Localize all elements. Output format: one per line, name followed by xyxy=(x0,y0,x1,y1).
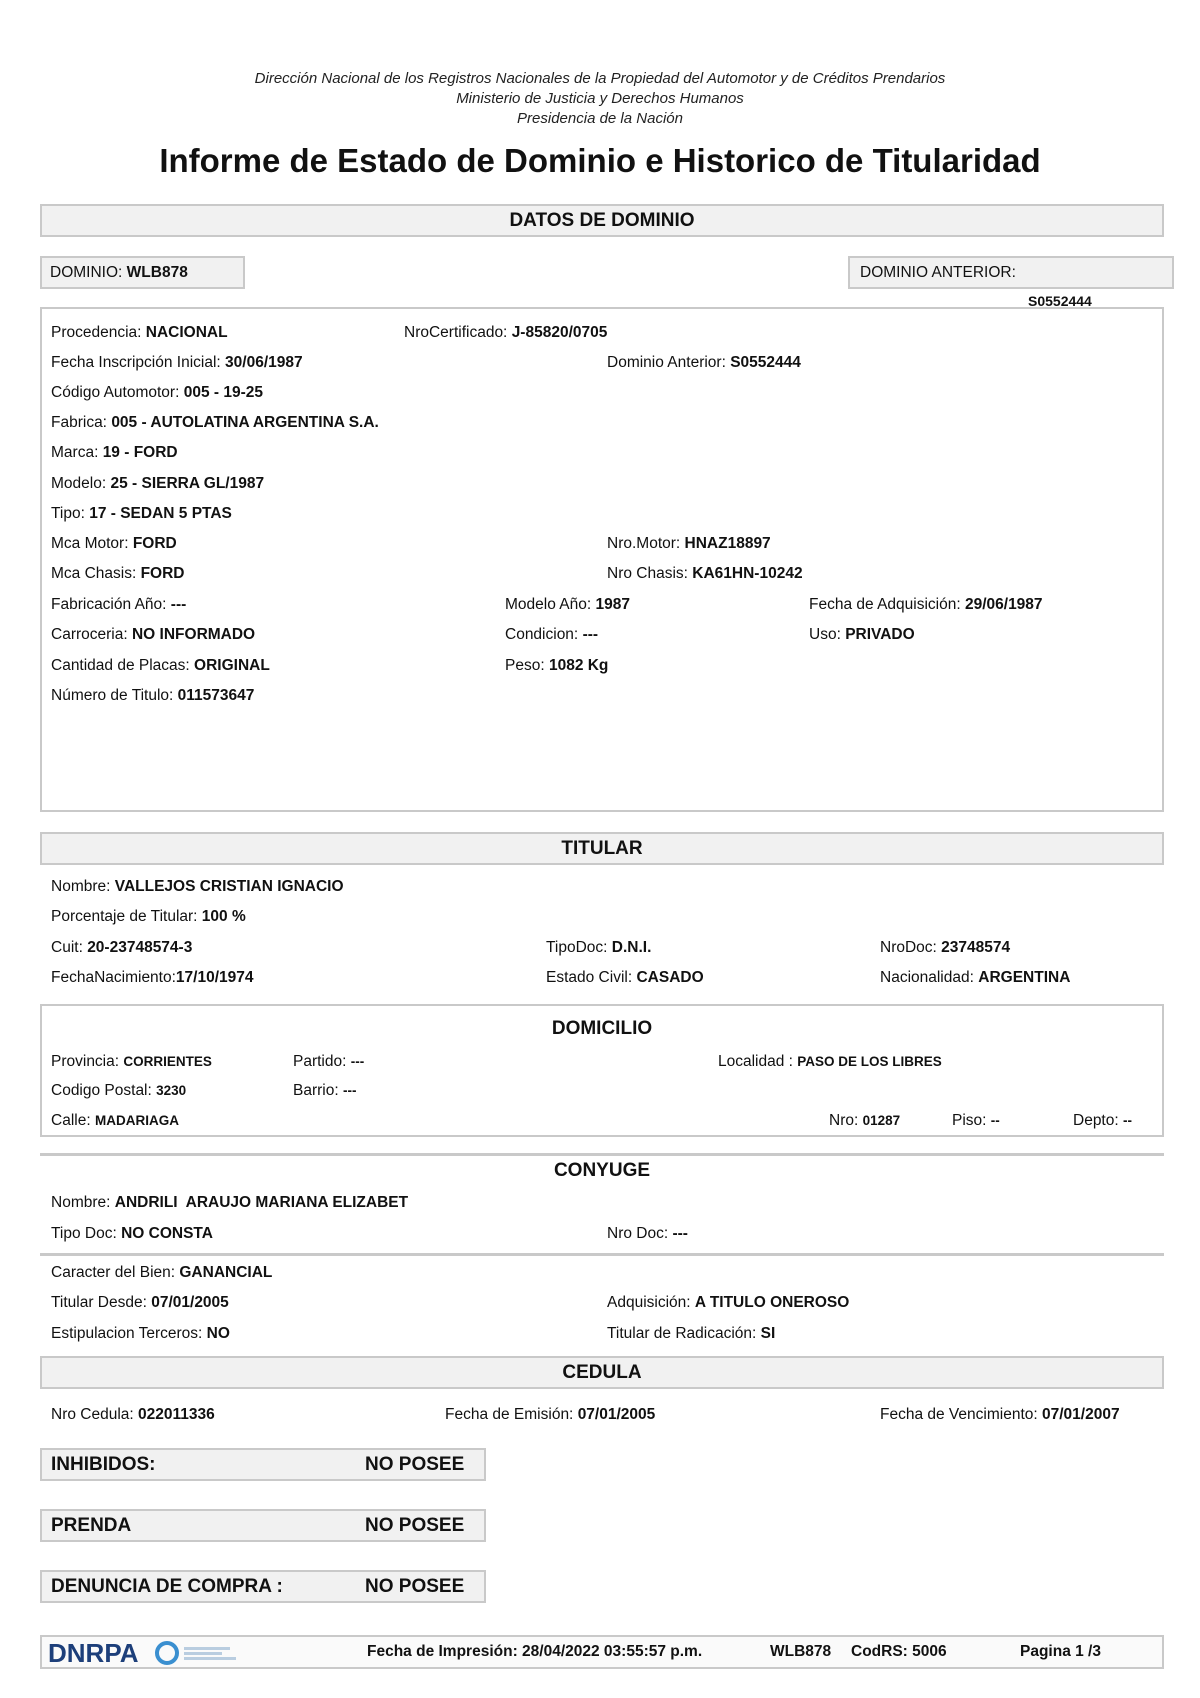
peso-value: 1082 Kg xyxy=(548,657,609,674)
localidad-label: Localidad : xyxy=(718,1053,793,1070)
dominio-anterior-box-value: S0552444 xyxy=(1028,293,1092,309)
cuit-value: 20-23748574-3 xyxy=(87,939,193,956)
procedencia-label: Procedencia: xyxy=(51,324,142,341)
inhibidos-value: NO POSEE xyxy=(365,1454,465,1475)
caracter-bien-value: GANANCIAL xyxy=(179,1264,273,1281)
uso-value: PRIVADO xyxy=(845,626,915,643)
provincia-label: Provincia: xyxy=(51,1053,120,1070)
numero-titulo-value: 011573647 xyxy=(177,687,255,704)
adquisicion-value: A TITULO ONEROSO xyxy=(694,1294,850,1311)
nro-chasis-value: KA61HN-10242 xyxy=(692,565,803,582)
estado-civil-value: CASADO xyxy=(636,969,704,986)
fecha-inscripcion-label: Fecha Inscripción Inicial: xyxy=(51,354,221,371)
modelo-label: Modelo: xyxy=(51,475,107,492)
peso-label: Peso: xyxy=(505,657,545,674)
nro-certificado-label: NroCertificado: xyxy=(404,324,508,341)
fecha-nacimiento-label: FechaNacimiento: xyxy=(51,969,176,986)
numero-titulo-label: Número de Titulo: xyxy=(51,687,174,704)
mca-chasis-label: Mca Chasis: xyxy=(51,565,137,582)
depto-label: Depto: xyxy=(1073,1112,1119,1129)
page-title: Informe de Estado de Dominio e Historico de Titularidad xyxy=(159,142,1041,179)
barrio-value: --- xyxy=(342,1083,357,1098)
dominio-label: DOMINIO: xyxy=(50,264,123,281)
placas-label: Cantidad de Placas: xyxy=(51,657,190,674)
provincia-value: CORRIENTES xyxy=(123,1054,212,1069)
codigo-automotor-value: 005 - 19-25 xyxy=(183,384,263,401)
localidad-value: PASO DE LOS LIBRES xyxy=(797,1054,942,1069)
nro-certificado-value: J-85820/0705 xyxy=(511,324,608,341)
codigo-postal-label: Codigo Postal: xyxy=(51,1082,152,1099)
section-domicilio: DOMICILIO xyxy=(551,1018,653,1039)
modelo-anio-value: 1987 xyxy=(595,596,630,613)
section-conyuge: CONYUGE xyxy=(553,1160,651,1181)
dominio-anterior-value: S0552444 xyxy=(730,354,801,371)
nro-label: Nro: xyxy=(829,1112,859,1129)
dnrpa-logo: DNRPA xyxy=(48,1638,139,1668)
estipulacion-label: Estipulacion Terceros: xyxy=(51,1325,203,1342)
fecha-impresion: Fecha de Impresión: 28/04/2022 03:55:57 p.m. xyxy=(367,1643,703,1660)
denuncia-compra-label: DENUNCIA DE COMPRA : xyxy=(51,1576,283,1597)
footer-pagina: Pagina 1 /3 xyxy=(1020,1643,1101,1660)
header-line-2: Ministerio de Justicia y Derechos Humanos xyxy=(456,90,744,107)
conyuge-tipodoc-value: NO CONSTA xyxy=(121,1225,213,1242)
tipo-value: 17 - SEDAN 5 PTAS xyxy=(89,505,232,522)
titular-desde-label: Titular Desde: xyxy=(51,1294,147,1311)
calle-value: MADARIAGA xyxy=(94,1113,179,1128)
nrodoc-value: 23748574 xyxy=(941,939,1011,956)
conyuge-nombre-label: Nombre: xyxy=(51,1194,111,1211)
prenda-box xyxy=(40,1509,486,1542)
marca-label: Marca: xyxy=(51,444,99,461)
prenda-label: PRENDA xyxy=(51,1515,132,1536)
fabricacion-anio-value: --- xyxy=(170,596,187,613)
codigo-postal-value: 3230 xyxy=(156,1083,187,1098)
estipulacion-value: NO xyxy=(206,1325,230,1342)
fecha-emision-value: 07/01/2005 xyxy=(577,1406,656,1423)
condicion-value: --- xyxy=(582,626,599,643)
mca-motor-value: FORD xyxy=(132,535,177,552)
dominio-anterior-box xyxy=(848,256,1174,289)
conyuge-divider xyxy=(40,1153,1164,1156)
caracter-divider xyxy=(40,1253,1164,1256)
modelo-value: 25 - SIERRA GL/1987 xyxy=(110,475,265,492)
fecha-emision-label: Fecha de Emisión: xyxy=(445,1406,574,1423)
radicacion-value: SI xyxy=(760,1325,776,1342)
tipodoc-value: D.N.I. xyxy=(611,939,652,956)
placas-value: ORIGINAL xyxy=(194,657,270,674)
fecha-inscripcion-value: 30/06/1987 xyxy=(225,354,303,371)
conyuge-tipodoc-label: Tipo Doc: xyxy=(51,1225,117,1242)
nacionalidad-value: ARGENTINA xyxy=(978,969,1071,986)
datos-dominio-box xyxy=(40,307,1164,812)
piso-value: -- xyxy=(990,1113,1000,1128)
procedencia-value: NACIONAL xyxy=(145,324,228,341)
section-cedula: CEDULA xyxy=(40,1356,1164,1389)
caracter-bien-label: Caracter del Bien: xyxy=(51,1264,176,1281)
footer-codrs: CodRS: 5006 xyxy=(851,1643,947,1660)
footer xyxy=(40,1635,1164,1669)
titular-nombre-value: VALLEJOS CRISTIAN IGNACIO xyxy=(114,878,344,895)
nro-cedula-label: Nro Cedula: xyxy=(51,1406,134,1423)
barrio-label: Barrio: xyxy=(293,1082,339,1099)
titular-desde-value: 07/01/2005 xyxy=(151,1294,229,1311)
prenda-value: NO POSEE xyxy=(365,1515,465,1536)
uso-label: Uso: xyxy=(809,626,841,643)
footer-dominio: WLB878 xyxy=(770,1643,832,1660)
condicion-label: Condicion: xyxy=(505,626,579,643)
dominio-value: WLB878 xyxy=(126,264,188,281)
fabrica-label: Fabrica: xyxy=(51,414,107,431)
marca-value: 19 - FORD xyxy=(102,444,178,461)
inhibidos-label: INHIBIDOS: xyxy=(51,1454,156,1475)
mca-motor-label: Mca Motor: xyxy=(51,535,129,552)
estado-civil-label: Estado Civil: xyxy=(546,969,633,986)
inhibidos-box xyxy=(40,1448,486,1481)
fecha-vencimiento-label: Fecha de Vencimiento: xyxy=(880,1406,1038,1423)
dominio-anterior-box-label: DOMINIO ANTERIOR: xyxy=(860,264,1016,281)
adquisicion-label: Adquisición: xyxy=(607,1294,691,1311)
tipo-label: Tipo: xyxy=(51,505,85,522)
denuncia-compra-value: NO POSEE xyxy=(365,1576,465,1597)
nro-chasis-label: Nro Chasis: xyxy=(607,565,688,582)
header-line-3: Presidencia de la Nación xyxy=(517,110,683,127)
fabricacion-anio-label: Fabricación Año: xyxy=(51,596,167,613)
header-line-1: Dirección Nacional de los Registros Nacionales de la Propiedad del Automotor y de Créditos Prendarios xyxy=(254,70,946,87)
nrodoc-label: NroDoc: xyxy=(880,939,937,956)
section-titular: TITULAR xyxy=(40,832,1164,865)
fecha-adquisicion-value: 29/06/1987 xyxy=(964,596,1043,613)
fecha-vencimiento-value: 07/01/2007 xyxy=(1042,1406,1120,1423)
radicacion-label: Titular de Radicación: xyxy=(607,1325,757,1342)
piso-label: Piso: xyxy=(952,1112,987,1129)
nro-cedula-value: 022011336 xyxy=(138,1406,215,1423)
titular-nombre-label: Nombre: xyxy=(51,878,111,895)
tipodoc-label: TipoDoc: xyxy=(546,939,608,956)
dominio-anterior-label: Dominio Anterior: xyxy=(607,354,726,371)
partido-label: Partido: xyxy=(293,1053,347,1070)
cuit-label: Cuit: xyxy=(51,939,83,956)
depto-value: -- xyxy=(1122,1113,1132,1128)
nro-motor-label: Nro.Motor: xyxy=(607,535,681,552)
fecha-adquisicion-label: Fecha de Adquisición: xyxy=(809,596,961,613)
dnrpa-logo-icon xyxy=(154,1640,294,1666)
conyuge-nrodoc-value: --- xyxy=(672,1225,688,1242)
porcentaje-label: Porcentaje de Titular: xyxy=(51,908,198,925)
denuncia-compra-box xyxy=(40,1570,486,1603)
nro-motor-value: HNAZ18897 xyxy=(684,535,771,552)
fecha-nacimiento-value: 17/10/1974 xyxy=(175,969,254,986)
mca-chasis-value: FORD xyxy=(140,565,185,582)
calle-label: Calle: xyxy=(51,1112,91,1129)
porcentaje-value: 100 % xyxy=(201,908,246,925)
carroceria-value: NO INFORMADO xyxy=(131,626,256,643)
conyuge-nombre-value: ANDRILI ARAUJO MARIANA ELIZABET xyxy=(114,1194,409,1211)
dominio-box xyxy=(40,256,245,289)
section-datos-dominio: DATOS DE DOMINIO xyxy=(40,204,1164,237)
partido-value: --- xyxy=(350,1054,365,1069)
codigo-automotor-label: Código Automotor: xyxy=(51,384,180,401)
carroceria-label: Carroceria: xyxy=(51,626,128,643)
conyuge-nrodoc-label: Nro Doc: xyxy=(607,1225,669,1242)
fabrica-value: 005 - AUTOLATINA ARGENTINA S.A. xyxy=(111,414,379,431)
modelo-anio-label: Modelo Año: xyxy=(505,596,592,613)
nro-value: 01287 xyxy=(862,1113,901,1128)
nacionalidad-label: Nacionalidad: xyxy=(880,969,974,986)
